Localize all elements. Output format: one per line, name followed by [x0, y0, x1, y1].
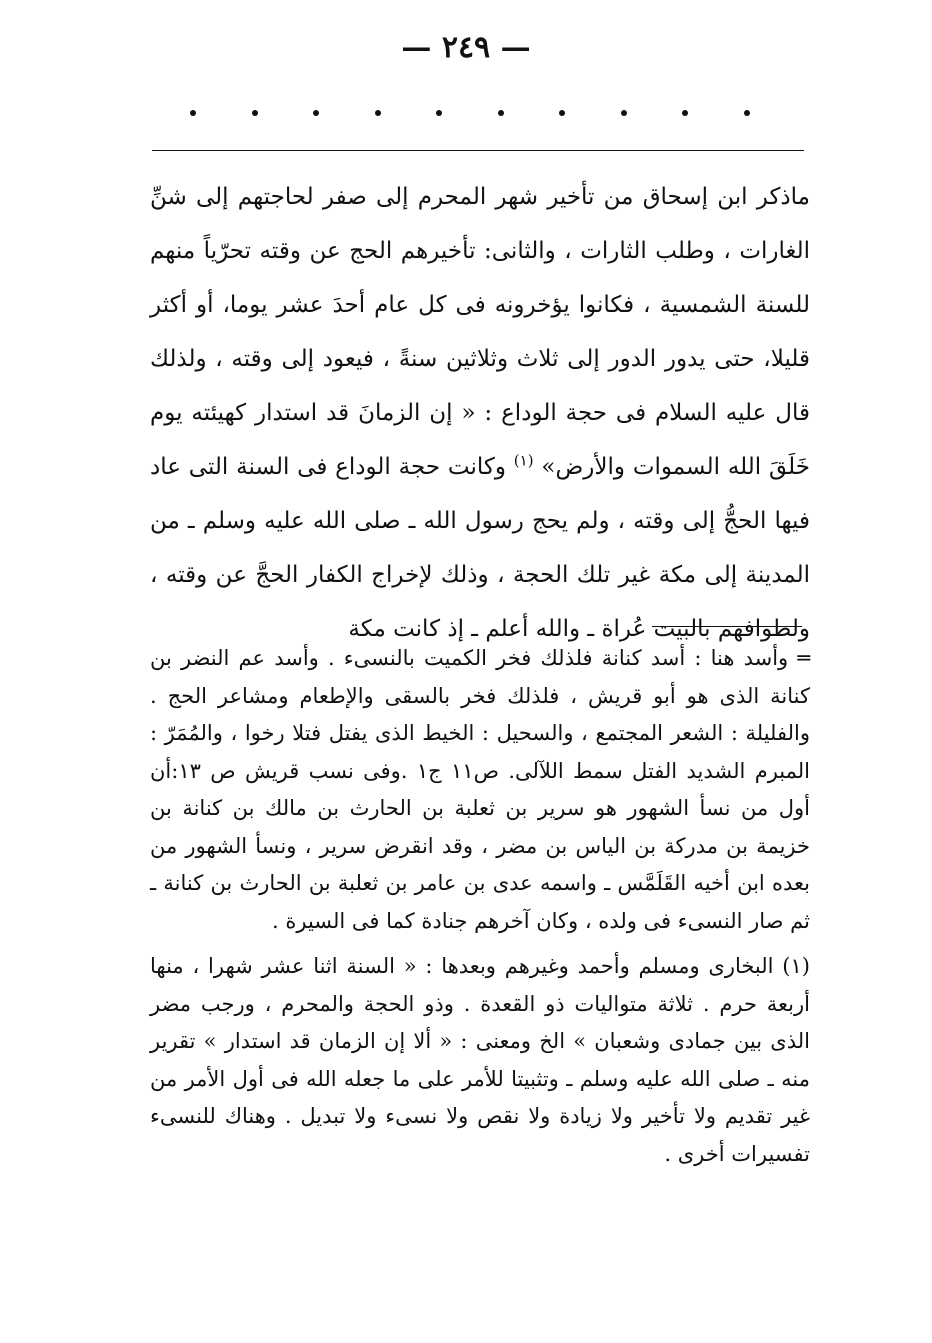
dot-ornament	[744, 110, 750, 116]
body-paragraph	[150, 170, 810, 656]
dot-ornament	[682, 110, 688, 116]
dot-ornament	[498, 110, 504, 116]
dot-ornament	[375, 110, 381, 116]
dot-ornament	[313, 110, 319, 116]
dot-ornament	[436, 110, 442, 116]
footnote-continued: ═ وأسد هنا : أسد كنانة فلذلك فخر الكميت بالنسىء . وأسد عم النضر بن كنانة الذى هو أبو قريش ، فلذلك فخر بالسقى والإطعام ومشاعر الحج . والفليلة : الشعر المجتمع ، والسحيل : الخيط الذى يفتل فتلا رخوا ، والمُمَرّ : المبرم الشديد الفتل سمط اللآلى. ص١١ ج١ .وفى نسب قريش ص ١٣:أن أول من نسأ الشهور هو سرير بن ثعلبة بن الحارث بن مالك بن كنانة بن خزيمة بن مدركة بن الياس بن مضر ، وقد انقرض سرير ، ونسأ الشهور من بعده ابن أخيه القَلَمَّس ـ واسمه عدى بن عامر بن ثعلبة بن الحارث بن كنانة ـ ثم صار النسىء فى ولده ، وكان آخرهم جنادة كما فى السيرة .	[150, 646, 810, 933]
page-number: — ٢٤٩ —	[401, 30, 531, 65]
footnote-divider	[652, 626, 802, 627]
footnote-reference: (١)	[513, 451, 534, 470]
footnote-1: (١) البخارى ومسلم وأحمد وغيرهم وبعدها : « السنة اثنا عشر شهرا ، منها أربعة حرم . ثلاثة متواليات ذو القعدة . وذو الحجة والمحرم ، ورجب مضر الذى بين جمادى وشعبان » الخ ومعنى : « ألا إن الزمان قد استدار » تقرير منه ـ صلى الله عليه وسلم ـ وتثبيتا للأمر على ما جعله الله فى أول الأمر من غير تقديم ولا تأخير ولا زيادة ولا نقص ولا نسىء ولا تبديل . وهناك للنسىء تفسيرات أخرى .	[150, 954, 810, 1166]
top-divider	[152, 150, 804, 151]
dot-ornament	[190, 110, 196, 116]
body-text-part-2: وكانت حجة الوداع فى السنة التى عاد فيها الحجُّ إلى وقته ، ولم يحج رسول الله ـ صلى الله عليه وسلم ـ من المدينة إلى مكة غير تلك الحجة ، وذلك لإخراج الكفار الحجَّ عن وقته ، ولطوافهم بالبيت عُراة ـ والله أعلم ـ إذ كانت مكة	[150, 454, 810, 642]
body-text-part-1: ماذكر ابن إسحاق من تأخير شهر المحرم إلى صفر لحاجتهم إلى شنِّ الغارات ، وطلب الثارات ، والثانى: تأخيرهم الحج عن وقته تحرّياً منهم للسنة الشمسية ، فكانوا يؤخرونه فى كل عام أحدَ عشر يوما، أو أكثر قليلا، حتى يدور الدور إلى ثلاث وثلاثين سنةً ، فيعود إلى وقته ، ولذلك قال عليه السلام فى حجة الوداع : « إن الزمانَ قد استدار كهيئته يوم خَلَقَ الله السموات والأرض»	[150, 184, 811, 480]
dot-ornament	[621, 110, 627, 116]
dot-ornament	[252, 110, 258, 116]
dot-ornament	[559, 110, 565, 116]
footnotes	[150, 640, 810, 1173]
main-body-text	[150, 170, 810, 656]
ornamental-dots	[190, 110, 750, 116]
